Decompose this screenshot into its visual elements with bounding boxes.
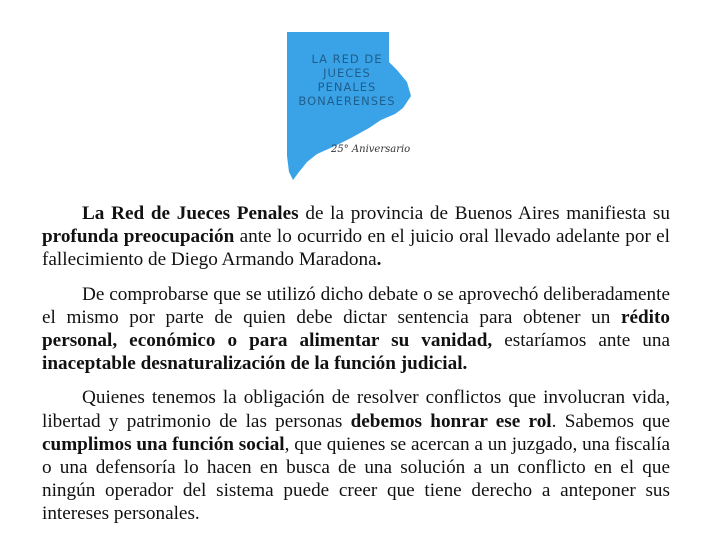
p2-bold-2: inaceptable desnaturalización de la función judicial.: [42, 353, 468, 375]
logo: [285, 30, 425, 190]
statement-body: [42, 202, 670, 537]
p1-bold-3: .: [376, 249, 382, 271]
p3-text-1: Quienes tenemos la obligación de resolver conflictos que involucran vida, libertad y patrimonio de las personas: [42, 387, 670, 432]
p1-text-2: ante lo ocurrido en el juicio oral llevado adelante por el fallecimiento de Diego Armando Maradona: [42, 226, 671, 271]
paragraph-3: [42, 386, 670, 525]
logo-line-2: JUECES: [323, 66, 371, 80]
p1-text-1: de la provincia de Buenos Aires manifiesta su: [298, 203, 670, 224]
p2-bold-1: rédito personal, económico o para alimentar su vanidad,: [42, 306, 670, 352]
p1-bold-1: La Red de Jueces Penales: [82, 203, 299, 224]
p3-bold-1: debemos honrar ese rol: [350, 410, 552, 432]
anniversary-label: 25° Aniversario: [331, 144, 411, 155]
p3-bold-2: cumplimos una función social: [42, 433, 285, 455]
logo-line-4: BONAERENSES: [298, 94, 396, 108]
p1-bold-2: profunda preocupación: [42, 226, 235, 248]
p2-text-2: estaríamos ante una: [492, 330, 670, 352]
logo-title: [285, 52, 409, 108]
p2-text-1: De comprobarse que se utilizó dicho debate o se aprovechó deliberadamente el mismo por parte de quien debe dictar sentencia para obtener un: [42, 283, 670, 328]
logo-line-3: PENALES: [317, 80, 377, 94]
paragraph-1: [42, 202, 670, 272]
p3-text-2: . Sabemos que: [551, 410, 670, 432]
p3-text-3: , que quienes se acercan a un juzgado, una fiscalía o una defensoría lo hacen en busca de una solución a un conflicto en el que ningún operador del sistema puede creer que tiene derecho a anteponer sus intereses personales.: [42, 433, 670, 525]
logo-line-1: LA RED DE: [311, 52, 383, 66]
paragraph-2: [42, 283, 670, 376]
